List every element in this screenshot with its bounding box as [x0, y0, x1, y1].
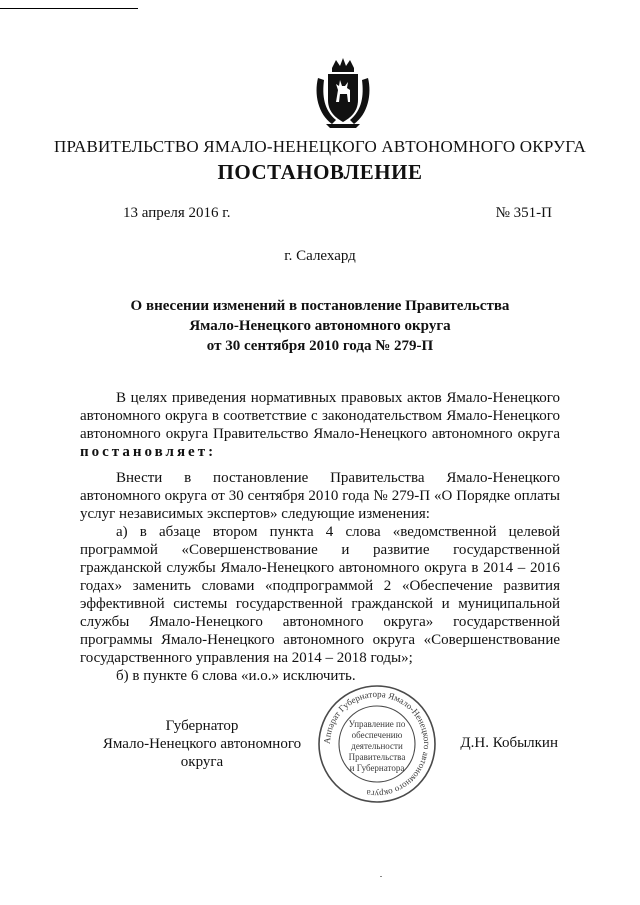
stamp-center-line: деятельности: [351, 741, 403, 751]
stamp-center-line: и Губернатора: [349, 763, 405, 773]
coat-of-arms-icon: [312, 56, 374, 130]
title-line: от 30 сентября 2010 года № 279-П: [206, 338, 434, 354]
stamp-center-line: Правительства: [348, 752, 406, 762]
signer-name: Д.Н. Кобылкин: [460, 735, 558, 751]
body-item-b: б) в пункте 6 слова «и.о.» исключить.: [116, 668, 356, 684]
decree-body: [80, 469, 560, 685]
signer-position: [82, 717, 322, 771]
preamble-paragraph: [80, 389, 560, 461]
stamp-ring-text: Аппарат Губернатора Ямало-Ненецкого автономного округа: [321, 688, 433, 800]
document-type: ПОСТАНОВЛЕНИЕ: [217, 160, 423, 184]
document-number: № 351-П: [495, 205, 552, 221]
decree-keyword: постановляет:: [80, 444, 217, 460]
signer-position-line: Ямало-Ненецкого автономного округа: [102, 736, 302, 770]
stamp-center-line: Управление по: [348, 719, 406, 729]
title-line: Ямало-Ненецкого автономного округа: [189, 318, 451, 334]
document-city: г. Салехард: [284, 248, 356, 264]
body-intro: Внести в постановление Правительства Ямало-Ненецкого автономного округа от 30 сентября 2010 года № 279-П «О Порядке оплаты услуг независимых экспертов» следующие изменения:: [80, 470, 560, 522]
document-title: [0, 296, 640, 356]
scan-speck: [380, 876, 382, 877]
preamble-text: В целях приведения нормативных правовых актов Ямало-Ненецкого автономного округа в соответствие с законодательством Ямало-Ненецкого автономного округа Правительство Ямало-Ненецкого автономного округа: [80, 390, 560, 442]
body-item-a: а) в абзаце втором пункта 4 слова «ведомственной целевой программой «Совершенствование и развитие государственной гражданской службы Ямало-Ненецкого автономного округа в 2014 – 2016 годах» заменить словами «подпрограммой 2 «Обеспечение развития эффективной системы государственной гражданской и муниципальной службы Ямало-Ненецкого автономного округа» государственной программы Ямало-Ненецкого автономного округа «Совершенствование государственного управления на 2014 – 2018 годы»;: [80, 524, 560, 666]
document-date: 13 апреля 2016 г.: [123, 205, 231, 221]
stamp-center-line: обеспечению: [351, 730, 403, 740]
official-stamp: [316, 683, 438, 805]
signer-position-line: Губернатор: [165, 718, 239, 734]
government-name: ПРАВИТЕЛЬСТВО ЯМАЛО-НЕНЕЦКОГО АВТОНОМНОГО ОКРУГА: [54, 137, 586, 156]
title-line: О внесении изменений в постановление Правительства: [130, 298, 510, 314]
top-rule: [0, 8, 138, 9]
